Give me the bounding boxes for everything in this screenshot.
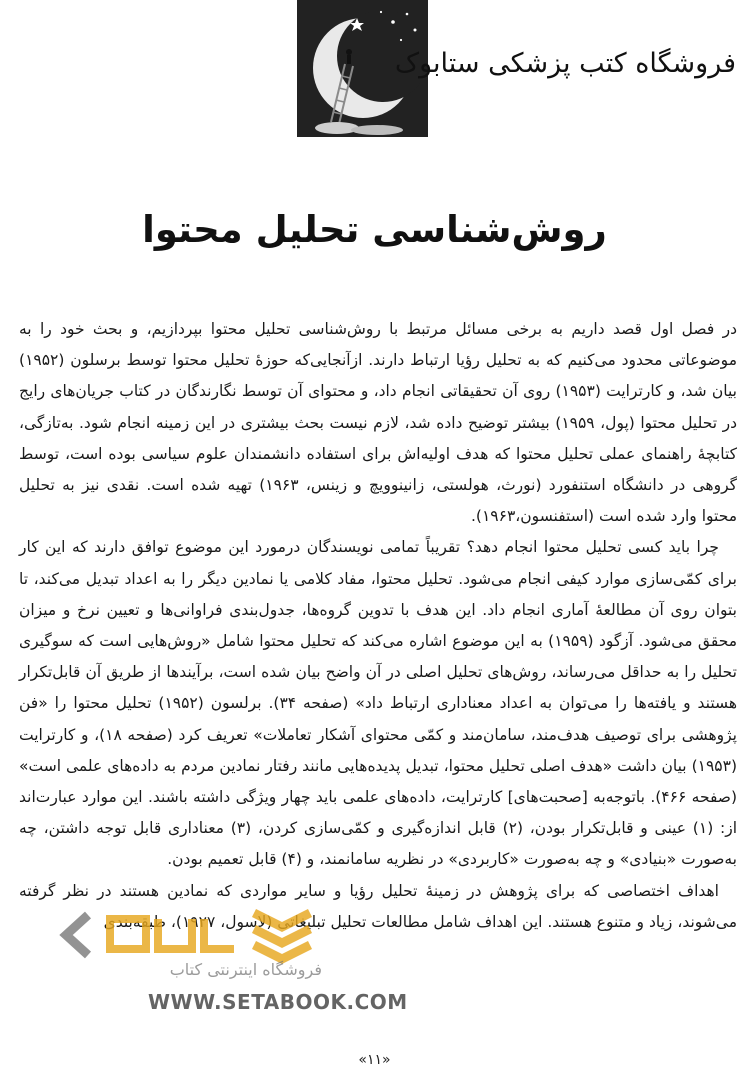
paragraph: اهداف اختصاصی که برای پژوهش در زمینهٔ تحلیل رؤیا و سایر مواردی که نمادین هستند در نظر گرفته می‌شوند، زیاد و متنوع هستند. این اهداف شامل مطالعات تحلیل تبلیغاتی (لاسول، ۱۹۲۷)، طبقه‌بندی — [19, 881, 737, 931]
paragraph: در فصل اول قصد داریم به برخی مسائل مرتبط با روش‌شناسی تحلیل محتوا بپردازیم، و بحث خود را به موضوعاتی محدود می‌کنیم که به تحلیل رؤیا ارتباط دارند. ازآنجایی‌که حوزهٔ تحلیل محتوا توسط برسلون (۱۹۵۲) بیان شد، و کارترایت (۱۹۵۳) روی آن تحقیقاتی انجام داد، و محتوای آن توسط نگارندگان در کتاب جریان‌های رایج در تحلیل محتوا (پول، ۱۹۵۹) بیشتر توضیح داده شد، لازم نیست بحث بیشتری در این زمینه انجام شود. به‌تازگی، کتابچهٔ راهنمای عملی تحلیل محتوا که هدف اولیه‌اش برای استفاده دانشمندان علوم سیاسی بوده است، توسط گروهی در دانشگاه استنفورد (نورث، هولستی، زانینوویچ و زینس، ۱۹۶۳) تهیه شده است. نقدی نیز به تحلیل محتوا وارد شده است (استفنسون،۱۹۶۳). — [19, 320, 738, 526]
paragraph: چرا باید کسی تحلیل محتوا انجام دهد؟ تقریباً تمامی نویسندگان درمورد این موضوع توافق دارند که این کار برای کمّی‌سازی موارد کیفی انجام می‌شود. تحلیل محتوا، مفاد کلامی یا نمادین دیگر را به اعداد تبدیل می‌کند، تا بتوان روی آن مطالعهٔ آماری انجام داد. این هدف با تدوین گروه‌ها، جدول‌بندی فراوانی‌ها و تعیین نرخ و میزان محقق می‌شود. آزگود (۱۹۵۹) به این موضوع اشاره می‌کند که تحلیل محتوا شامل «روش‌هایی است که سوگیری تحلیل را به حداقل می‌رساند، روش‌های تحلیل اصلی در آن واضح بیان شده است، برآیندها از طریق آن قابل‌تکرار هستند و یافته‌ها را می‌توان به اعداد معناداری ارتباط داد» (صفحه ۳۴). برلسون (۱۹۵۲) تحلیل محتوا را «فن پژوهشی برای توصیف هدف‌مند، سامان‌مند و کمّی محتوای آشکار تعاملات» تعریف کرد (صفحه ۱۸)، و کارترایت (۱۹۵۳) بیان داشت «هدف اصلی تحلیل محتوا، تبدیل پدیده‌هایی مانند رفتار نمادین مردم به داده‌های علمی است» (صفحه ۴۶۶). باتوجه‌به [صحبت‌های] کارترایت، داده‌های علمی باید چهار ویژگی داشته باشند. این موارد عبارت‌اند از: (۱) عینی و قابل‌تکرار بودن، (۲) قابل اندازه‌گیری و کمّی‌سازی کردن، (۳) معناداری قابل توجه داشتن، چه به‌صورت «بنیادی» و چه به‌صورت «کاربردی» در نظریه سامانمند، و (۴) قابل تعمیم بودن. — [19, 538, 738, 869]
chapter-title: روش‌شناسی تحلیل محتوا — [142, 207, 607, 251]
body-text — [19, 314, 737, 938]
watermark-url: WWW.SETABOOK.COM — [148, 990, 408, 1014]
page-number: «۱۱» — [358, 1052, 391, 1068]
watermark-subtitle: فروشگاه اینترنتی کتاب — [169, 960, 322, 979]
store-name-banner-text: فروشگاه کتب پزشکی ستابوک — [394, 48, 736, 79]
